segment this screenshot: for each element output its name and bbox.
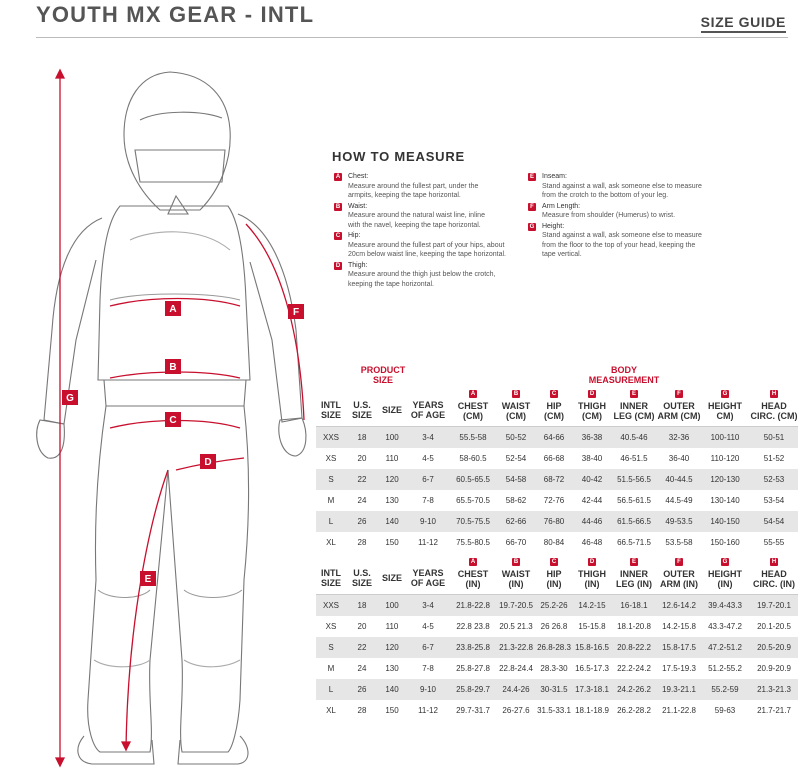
- table-cell: 38-40: [581, 454, 603, 463]
- instruction-item: [528, 222, 728, 260]
- column-header-line: INNER: [619, 569, 648, 579]
- instruction-text: Measure around the thigh just below the crotch,: [348, 271, 496, 278]
- table-cell: 66.5-71.5: [617, 538, 651, 547]
- column-header-line: OUTER: [663, 401, 695, 411]
- instruction-label: Arm Length:: [542, 202, 581, 210]
- table-cell: 24.2-26.2: [617, 685, 651, 694]
- table-cell: 19.7-20.1: [757, 601, 791, 610]
- table-cell: 72-76: [543, 496, 565, 505]
- table-cell: 16-18.1: [620, 601, 648, 610]
- column-badge: G: [722, 391, 728, 397]
- instruction-text: Measure around the natural waist line, inline: [348, 212, 485, 219]
- column-header-line: SIZE: [320, 578, 341, 588]
- table-cell: 52-53: [763, 475, 785, 484]
- table-cell: 110: [385, 622, 399, 631]
- column-badge: D: [589, 559, 595, 565]
- table-cell: 30-31.5: [540, 685, 568, 694]
- column-badge: D: [589, 391, 595, 397]
- table-cell: 22.2-24.2: [617, 664, 651, 673]
- column-header: [450, 558, 496, 589]
- page-title: YOUTH MX GEAR - INTL: [36, 2, 315, 27]
- table-cell: 150: [385, 706, 399, 715]
- column-header: [450, 390, 496, 421]
- instruction-text: Measure around the fullest part of your hips, about: [348, 241, 505, 249]
- product-size-heading: PRODUCT SIZE: [360, 365, 406, 385]
- table-cell: 3-4: [422, 601, 434, 610]
- table-cell: 26: [357, 685, 367, 694]
- table-cell: 9-10: [419, 517, 436, 526]
- table-cell: 6-7: [422, 475, 434, 484]
- table-cell: 51.5-56.5: [617, 475, 651, 484]
- column-badge: A: [470, 559, 476, 565]
- column-header: [346, 400, 378, 420]
- column-header-line: INTL: [321, 568, 341, 578]
- table-cell: 4-5: [422, 454, 434, 463]
- column-header-line: OF AGE: [410, 410, 446, 420]
- table-cell: 25.2-26: [540, 601, 568, 610]
- column-header-line: HIP: [546, 569, 562, 579]
- table-cell: 100: [385, 433, 399, 442]
- column-header-line: (IN): [465, 579, 481, 589]
- table-row: [316, 427, 798, 448]
- instruction-text: Measure from shoulder (Humerus) to wrist.: [542, 212, 676, 219]
- column-header: [496, 558, 536, 589]
- marker-a-label: A: [169, 304, 177, 315]
- column-header: [748, 390, 798, 421]
- table-cell: 140: [385, 517, 399, 526]
- column-header-line: OF AGE: [410, 578, 446, 588]
- column-badge: B: [513, 559, 519, 565]
- table-cell: 76-80: [543, 517, 565, 526]
- table-cell: XL: [326, 538, 336, 547]
- instruction-text: keeping the tape horizontal.: [348, 280, 435, 288]
- instruction-item: [334, 231, 524, 260]
- table-cell: 36-40: [668, 454, 690, 463]
- table-cell: 44.5-49: [665, 496, 693, 505]
- instruction-text: tape vertical.: [542, 251, 582, 258]
- instruction-text: from the floor to the top of your head, keeping the: [542, 241, 696, 249]
- instruction-label: Thigh:: [348, 261, 368, 269]
- table-cell: 58-62: [505, 496, 527, 505]
- instruction-badge: F: [528, 203, 536, 211]
- table-cell: M: [327, 664, 335, 673]
- table-row: [316, 679, 798, 700]
- instruction-badge: D: [335, 262, 341, 269]
- size-guide-label: SIZE GUIDE: [701, 14, 786, 33]
- table-cell: 56.5-61.5: [617, 496, 651, 505]
- table-cell: 100-110: [710, 433, 740, 442]
- column-header: [346, 568, 378, 588]
- table-cell: 26-27.6: [502, 706, 530, 715]
- column-badge: H: [771, 559, 777, 565]
- column-header: [406, 400, 450, 420]
- table-cell: 80-84: [543, 538, 565, 547]
- table-cell: 46-48: [581, 538, 603, 547]
- table-cell: 39.4-43.3: [708, 601, 742, 610]
- instruction-item: [528, 202, 728, 221]
- table-row: [316, 511, 798, 532]
- instruction-badge: B: [335, 203, 341, 210]
- column-header-line: WAIST: [501, 401, 531, 411]
- table-row: [316, 616, 798, 637]
- table-cell: S: [328, 643, 334, 652]
- table-cell: 120: [385, 475, 399, 484]
- instruction-item: [528, 172, 728, 201]
- column-header: [612, 558, 656, 589]
- column-header-line: SIZE: [351, 410, 372, 420]
- table-cell: 25.8-27.8: [456, 664, 490, 673]
- instruction-label: Chest:: [348, 173, 369, 180]
- column-header-line: LEG (IN): [616, 579, 652, 589]
- column-header-line: INNER: [619, 401, 648, 411]
- column-header: [572, 390, 612, 421]
- table-cell: 110: [385, 454, 399, 463]
- column-header-line: (IN): [546, 579, 562, 589]
- instruction-text: from the crotch to the bottom of your leg.: [542, 192, 669, 199]
- column-header-line: WAIST: [501, 569, 531, 579]
- table-cell: M: [327, 496, 335, 505]
- instruction-label: Inseam:: [542, 173, 567, 180]
- table-cell: 54-58: [505, 475, 527, 484]
- column-header-line: YEARS: [412, 568, 444, 578]
- table-cell: 50-52: [505, 433, 527, 442]
- table-cell: 50-51: [763, 433, 785, 442]
- table-cell: L: [328, 517, 334, 526]
- table-header-row: [316, 388, 798, 427]
- instruction-badge: E: [529, 174, 534, 180]
- column-badge: F: [675, 558, 683, 566]
- table-cell: 46-51.5: [620, 454, 648, 463]
- column-header-line: LEG (CM): [613, 411, 655, 421]
- instruction-text: Stand against a wall, ask someone else to measure: [542, 232, 702, 239]
- table-cell: 24: [357, 664, 367, 673]
- column-badge: C: [551, 391, 557, 397]
- column-header-line: U.S.: [353, 568, 371, 578]
- table-cell: 140-150: [710, 517, 740, 526]
- column-header-line: CHEST: [457, 401, 489, 411]
- column-header-line: CM): [716, 411, 734, 421]
- column-header-line: (CM): [582, 411, 602, 421]
- table-cell: 17.5-19.3: [662, 664, 696, 673]
- table-header-row: [316, 556, 798, 595]
- table-cell: 60.5-65.5: [456, 475, 490, 484]
- table-cell: 55.5-58: [459, 433, 487, 442]
- table-cell: 18.1-20.8: [617, 622, 651, 631]
- instruction-text: armpits, keeping the tape horizontal.: [348, 192, 461, 199]
- column-header: [702, 390, 748, 421]
- table-row: [316, 448, 798, 469]
- column-header-line: (IN): [508, 579, 524, 589]
- table-cell: 20.5 21.3: [499, 622, 533, 631]
- table-cell: 58-60.5: [459, 454, 487, 463]
- column-header-line: ARM (IN): [660, 579, 698, 589]
- table-row: [316, 595, 798, 616]
- table-cell: 22.8-24.4: [499, 664, 533, 673]
- column-badge: A: [470, 391, 476, 397]
- table-cell: 140: [385, 685, 399, 694]
- column-header: [536, 558, 572, 589]
- table-cell: 53.5-58: [665, 538, 693, 547]
- table-cell: 53-54: [763, 496, 785, 505]
- table-cell: 7-8: [422, 664, 434, 673]
- table-cell: 20.8-22.2: [617, 643, 651, 652]
- table-cell: XS: [325, 622, 337, 631]
- table-cell: 20.9-20.9: [757, 664, 791, 673]
- table-cell: 44-46: [581, 517, 603, 526]
- table-cell: 22: [357, 475, 367, 484]
- table-cell: 40-44.5: [665, 475, 693, 484]
- marker-c-label: C: [169, 415, 177, 426]
- column-header-line: INTL: [321, 400, 341, 410]
- body-measurement-heading: BODY MEASUREMENT: [588, 365, 660, 385]
- table-row: [316, 700, 798, 721]
- column-header-line: CIRC. (IN): [753, 579, 795, 589]
- table-cell: 6-7: [422, 643, 434, 652]
- table-cell: 47.2-51.2: [708, 643, 742, 652]
- table-cell: 40-42: [581, 475, 603, 484]
- table-cell: 15.8-16.5: [575, 643, 609, 652]
- instruction-text: Measure around the fullest part, under the: [348, 182, 479, 190]
- table-cell: 52-54: [505, 454, 527, 463]
- table-cell: 15-15.8: [578, 622, 606, 631]
- table-cell: 26 26.8: [540, 622, 568, 631]
- table-cell: 59-63: [714, 706, 736, 715]
- table-cell: 110-120: [710, 454, 740, 463]
- instructions-right: [528, 172, 728, 261]
- table-cell: 32-36: [668, 433, 690, 442]
- instruction-badge: G: [529, 223, 535, 230]
- table-cell: 54-54: [763, 517, 785, 526]
- how-to-measure-title: HOW TO MEASURE: [332, 149, 466, 164]
- instruction-item: [334, 202, 524, 231]
- column-header-line: (CM): [506, 411, 526, 421]
- table-cell: 17.3-18.1: [575, 685, 609, 694]
- table-cell: 14.2-15: [578, 601, 606, 610]
- column-header-line: OUTER: [663, 569, 695, 579]
- table-row: [316, 658, 798, 679]
- table-cell: 18.1-18.9: [575, 706, 609, 715]
- column-badge: E: [631, 391, 636, 397]
- column-header-line: SIZE: [381, 405, 402, 415]
- table-cell: 21.8-22.8: [456, 601, 490, 610]
- table-row: [316, 469, 798, 490]
- instruction-label: Height:: [542, 222, 565, 230]
- table-cell: XS: [325, 454, 337, 463]
- table-cell: 42-44: [581, 496, 603, 505]
- table-cell: 9-10: [419, 685, 436, 694]
- table-cell: 20.5-20.9: [757, 643, 791, 652]
- table-cell: 61.5-66.5: [617, 517, 651, 526]
- table-cell: 11-12: [418, 706, 438, 715]
- table-cell: 26: [357, 517, 367, 526]
- table-cell: 120-130: [710, 475, 740, 484]
- table-cell: 23.8-25.8: [456, 643, 490, 652]
- size-table-cm: [316, 388, 798, 553]
- column-header: [656, 390, 702, 421]
- table-cell: 62-66: [505, 517, 527, 526]
- table-cell: S: [328, 475, 334, 484]
- table-cell: 150-160: [710, 538, 740, 547]
- marker-b-label: B: [169, 362, 177, 373]
- instruction-item: [334, 261, 524, 290]
- table-cell: 40.5-46: [620, 433, 648, 442]
- table-cell: 20: [357, 622, 367, 631]
- column-header-line: SIZE: [320, 410, 341, 420]
- instruction-label: Hip:: [348, 232, 361, 239]
- table-cell: L: [328, 685, 334, 694]
- table-row: [316, 490, 798, 511]
- column-header-line: HEAD: [761, 569, 787, 579]
- table-cell: XXS: [322, 433, 339, 442]
- marker-f-label: F: [292, 307, 300, 318]
- instruction-item: [334, 172, 524, 201]
- column-header-line: (IN): [717, 579, 733, 589]
- table-cell: 130-140: [710, 496, 740, 505]
- column-header-line: SIZE: [381, 573, 402, 583]
- table-cell: 15.8-17.5: [662, 643, 696, 652]
- column-header-line: (CM): [544, 411, 564, 421]
- marker-g-label: G: [66, 393, 74, 404]
- column-badge: B: [513, 391, 519, 397]
- table-cell: 55-55: [763, 538, 785, 547]
- table-cell: XXS: [322, 601, 339, 610]
- table-cell: 26.8-28.3: [537, 643, 571, 652]
- instruction-badge: C: [335, 233, 341, 239]
- table-cell: 16.5-17.3: [575, 664, 609, 673]
- table-cell: 66-68: [543, 454, 565, 463]
- column-header-line: HIP: [546, 401, 562, 411]
- column-header: [536, 390, 572, 421]
- column-header: [378, 573, 406, 583]
- column-header-line: SIZE: [351, 578, 372, 588]
- table-cell: 20: [357, 454, 367, 463]
- table-cell: 28: [357, 538, 367, 547]
- table-row: [316, 637, 798, 658]
- table-cell: 19.3-21.1: [662, 685, 696, 694]
- column-badge: E: [631, 559, 636, 565]
- column-header: [316, 568, 346, 588]
- table-cell: XL: [326, 706, 336, 715]
- table-cell: 12.6-14.2: [662, 601, 696, 610]
- table-cell: 4-5: [422, 622, 434, 631]
- table-cell: 130: [385, 664, 399, 673]
- table-cell: 21.1-22.8: [662, 706, 696, 715]
- table-cell: 3-4: [422, 433, 434, 442]
- table-cell: 18: [357, 601, 367, 610]
- marker-e-label: E: [144, 574, 152, 585]
- column-header: [612, 390, 656, 421]
- column-header-line: (CM): [463, 411, 483, 421]
- column-header-line: HEAD: [761, 401, 787, 411]
- column-header-line: THIGH: [578, 569, 606, 579]
- column-header-line: ARM (CM): [657, 411, 701, 421]
- column-badge: H: [771, 391, 777, 397]
- table-cell: 43.3-47.2: [708, 622, 742, 631]
- table-cell: 51.2-55.2: [708, 664, 742, 673]
- column-header-line: HEIGHT: [707, 569, 742, 579]
- table-cell: 22: [357, 643, 367, 652]
- table-cell: 68-72: [543, 475, 565, 484]
- instructions-left: [334, 172, 524, 290]
- table-cell: 21.3-22.8: [499, 643, 533, 652]
- column-header: [406, 568, 450, 588]
- column-header-line: CHEST: [457, 569, 489, 579]
- table-cell: 28.3-30: [540, 664, 568, 673]
- table-cell: 36-38: [581, 433, 603, 442]
- table-cell: 24: [357, 496, 367, 505]
- column-header: [572, 558, 612, 589]
- table-row: [316, 532, 798, 553]
- column-header: [748, 558, 798, 589]
- instruction-badge: A: [335, 174, 341, 180]
- table-cell: 120: [385, 643, 399, 652]
- table-cell: 7-8: [422, 496, 434, 505]
- column-header-line: CIRC. (CM): [750, 411, 798, 421]
- column-header: [378, 405, 406, 415]
- table-cell: 31.5-33.1: [537, 706, 571, 715]
- marker-d-label: D: [204, 457, 212, 468]
- column-badge: C: [551, 559, 557, 565]
- table-cell: 130: [385, 496, 399, 505]
- table-cell: 19.7-20.5: [499, 601, 533, 610]
- instruction-text: with the navel, keeping the tape horizontal.: [348, 221, 481, 229]
- table-cell: 21.7-21.7: [757, 706, 791, 715]
- column-header-line: YEARS: [412, 400, 444, 410]
- table-cell: 55.2-59: [711, 685, 739, 694]
- table-cell: 65.5-70.5: [456, 496, 490, 505]
- size-table-in: [316, 556, 798, 721]
- table-cell: 21.3-21.3: [757, 685, 791, 694]
- column-header: [316, 400, 346, 420]
- table-cell: 29.7-31.7: [456, 706, 490, 715]
- table-cell: 64-66: [543, 433, 565, 442]
- column-header: [496, 390, 536, 421]
- table-cell: 20.1-20.5: [757, 622, 791, 631]
- column-header-line: (IN): [584, 579, 600, 589]
- column-header-line: HEIGHT: [707, 401, 742, 411]
- table-cell: 51-52: [763, 454, 785, 463]
- table-cell: 11-12: [418, 538, 438, 547]
- table-cell: 70.5-75.5: [456, 517, 490, 526]
- measurement-markers: [62, 301, 304, 586]
- instruction-text: 20cm below waist line, keeping the tape horizontal.: [348, 251, 506, 258]
- column-badge: G: [722, 559, 728, 565]
- instruction-text: Stand against a wall, ask someone else to measure: [542, 182, 702, 190]
- column-header: [702, 558, 748, 589]
- column-badge: F: [675, 390, 683, 398]
- table-cell: 24.4-26: [502, 685, 530, 694]
- table-cell: 49-53.5: [665, 517, 693, 526]
- table-cell: 22.8 23.8: [456, 622, 490, 631]
- instruction-label: Waist:: [348, 202, 368, 210]
- column-header-line: THIGH: [578, 401, 606, 411]
- table-cell: 18: [357, 433, 367, 442]
- table-cell: 14.2-15.8: [662, 622, 696, 631]
- table-cell: 26.2-28.2: [617, 706, 651, 715]
- table-cell: 66-70: [505, 538, 527, 547]
- table-cell: 150: [385, 538, 399, 547]
- column-header: [656, 558, 702, 589]
- table-cell: 25.8-29.7: [456, 685, 490, 694]
- column-header-line: U.S.: [353, 400, 371, 410]
- table-cell: 100: [385, 601, 399, 610]
- table-cell: 75.5-80.5: [456, 538, 490, 547]
- table-cell: 28: [357, 706, 367, 715]
